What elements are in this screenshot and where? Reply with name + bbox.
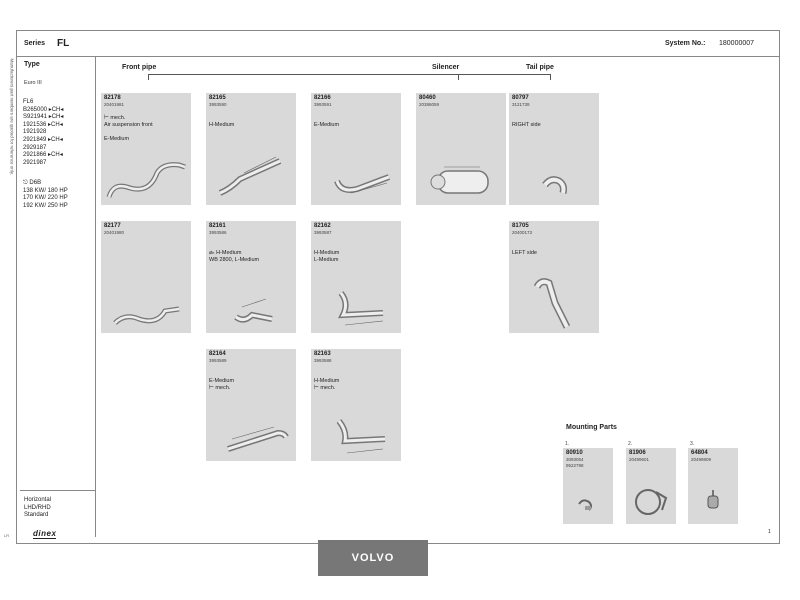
- part-card-80797[interactable]: [509, 93, 599, 205]
- part-card-80460[interactable]: [416, 93, 506, 205]
- chassis-number: 2921849 ▸CH◂: [23, 136, 63, 143]
- oe-number: 3993586: [209, 230, 227, 235]
- model-name: FL6: [23, 99, 34, 105]
- front-pipe-drawing: [311, 221, 401, 333]
- chassis-number: 2929187: [23, 144, 47, 151]
- page-number: 1: [768, 529, 771, 535]
- category-front-pipe: Front pipe: [122, 64, 157, 71]
- oe-number: 3093054 9522798: [566, 457, 584, 468]
- part-card-82161[interactable]: [206, 221, 296, 333]
- part-note: H-Medium ⊢ mech.: [314, 378, 340, 391]
- system-number-value: 180000007: [719, 40, 755, 47]
- engine-power: 138 KW/ 180 HP: [23, 187, 68, 194]
- part-card-82165[interactable]: [206, 93, 296, 205]
- series-value: FL: [57, 38, 70, 49]
- part-number: 81906: [629, 450, 646, 456]
- engine-icon: ⎋: [23, 180, 30, 186]
- chassis-number: S921941 ▸CH◂: [23, 114, 64, 121]
- engine-code: ⎋ D6B: [23, 180, 42, 186]
- tail-pipe-drawing: [509, 221, 599, 333]
- bracket-drawing: [626, 448, 676, 524]
- part-number: 82178: [104, 95, 121, 101]
- part-note: ⊢ mech. Air suspension front E-Medium: [104, 115, 153, 142]
- tail-pipe-drawing: [509, 93, 599, 205]
- chassis-number: 1921928: [23, 129, 47, 136]
- type-heading: Type: [24, 61, 40, 68]
- front-pipe-drawing: [311, 93, 401, 205]
- engine-power: 170 KW/ 220 HP: [23, 195, 68, 202]
- oe-number: 3993588: [314, 358, 332, 363]
- chassis-number: 2921987: [23, 159, 47, 166]
- front-pipe-drawing: [101, 93, 191, 205]
- part-card-82164[interactable]: [206, 349, 296, 461]
- oe-number: 3993590: [209, 102, 227, 107]
- oe-number: 3121739: [512, 102, 530, 107]
- part-number: 82165: [209, 95, 226, 101]
- part-note: RIGHT side: [512, 122, 541, 128]
- mounting-index: 1.: [565, 441, 570, 447]
- chassis-number: 1921536 ▸CH◂: [23, 121, 63, 128]
- flow-line: [458, 74, 550, 75]
- oe-number: 20499809: [691, 457, 712, 462]
- part-note: H-Medium: [209, 122, 235, 128]
- front-pipe-drawing: [206, 93, 296, 205]
- chassis-number: 2921866 ▸CH◂: [23, 152, 63, 159]
- part-number: 82177: [104, 223, 121, 229]
- front-pipe-drawing: [311, 349, 401, 461]
- engine-power: 192 KW/ 250 HP: [23, 202, 68, 209]
- part-card-82162[interactable]: [311, 221, 401, 333]
- chassis-number: B265000 ▸CH◂: [23, 106, 64, 113]
- system-number-label: System No.:: [665, 40, 706, 47]
- part-number: 81705: [512, 223, 529, 229]
- part-note: ⌀ₕ H-Medium WB 2800, L-Medium: [209, 250, 260, 263]
- series-label: Series: [24, 40, 46, 47]
- part-note: E-Medium ⊢ mech.: [209, 378, 235, 391]
- category-tail-pipe: Tail pipe: [526, 64, 554, 71]
- part-note: LEFT side: [512, 250, 537, 256]
- part-number: 82162: [314, 223, 331, 229]
- flow-tick: [148, 74, 149, 80]
- part-note: E-Medium: [314, 122, 340, 128]
- oe-number: 3993591: [314, 102, 332, 107]
- part-number: 80797: [512, 95, 529, 101]
- part-number: 80460: [419, 95, 436, 101]
- layout-line: LHD/RHD: [24, 504, 51, 511]
- oe-number: 20400173: [512, 230, 533, 235]
- oe-number: 3993587: [314, 230, 332, 235]
- category-silencer: Silencer: [432, 64, 460, 71]
- part-card-82166[interactable]: [311, 93, 401, 205]
- oe-number: 3993589: [209, 358, 227, 363]
- dinex-logo: dinex: [33, 529, 57, 538]
- brand-tab[interactable]: VOLVO: [318, 540, 428, 576]
- oe-number: 20499601: [629, 457, 650, 462]
- euro-standard: Euro III: [24, 80, 42, 86]
- flow-tick: [458, 74, 459, 80]
- part-number: 82164: [209, 351, 226, 357]
- mounting-card-80910[interactable]: [563, 448, 613, 524]
- layout-divider: [20, 490, 96, 491]
- part-number: 80910: [566, 450, 583, 456]
- oe-number: 20401981: [104, 102, 125, 107]
- part-number: 82166: [314, 95, 331, 101]
- flow-line: [148, 74, 458, 75]
- layout-info: [24, 497, 51, 520]
- clamp-drawing: [563, 448, 613, 524]
- oe-number: 20401980: [104, 230, 125, 235]
- layout-line: Standard: [24, 512, 49, 519]
- layout-line: Horizontal: [24, 497, 52, 503]
- silencer-drawing: [416, 93, 506, 205]
- engine-list: [23, 180, 68, 210]
- mounting-index: 3.: [690, 441, 695, 447]
- part-number: 82161: [209, 223, 226, 229]
- corner-mark: LR: [4, 533, 10, 538]
- side-note: Manufacturers part numbers are quoted for reference only.: [9, 58, 15, 175]
- type-column: [20, 57, 96, 537]
- mounting-parts-title: Mounting Parts: [566, 424, 617, 431]
- oe-number: 20386059: [419, 102, 440, 107]
- mounting-index: 2.: [628, 441, 633, 447]
- flow-tick: [550, 74, 551, 80]
- part-card-82163[interactable]: [311, 349, 401, 461]
- part-note: H-Medium L-Medium: [314, 250, 340, 263]
- part-card-81705[interactable]: [509, 221, 599, 333]
- mounting-card-81906[interactable]: [626, 448, 676, 524]
- front-pipe-drawing: [206, 349, 296, 461]
- chassis-list: [23, 99, 63, 167]
- rubber-mount-drawing: [688, 448, 738, 524]
- header-divider: [16, 56, 780, 57]
- part-number: 64804: [691, 450, 708, 456]
- front-pipe-drawing: [206, 221, 296, 333]
- part-card-82178[interactable]: [101, 93, 191, 205]
- part-number: 82163: [314, 351, 331, 357]
- front-pipe-drawing: [101, 221, 191, 333]
- part-card-82177[interactable]: [101, 221, 191, 333]
- mounting-card-64804[interactable]: [688, 448, 738, 524]
